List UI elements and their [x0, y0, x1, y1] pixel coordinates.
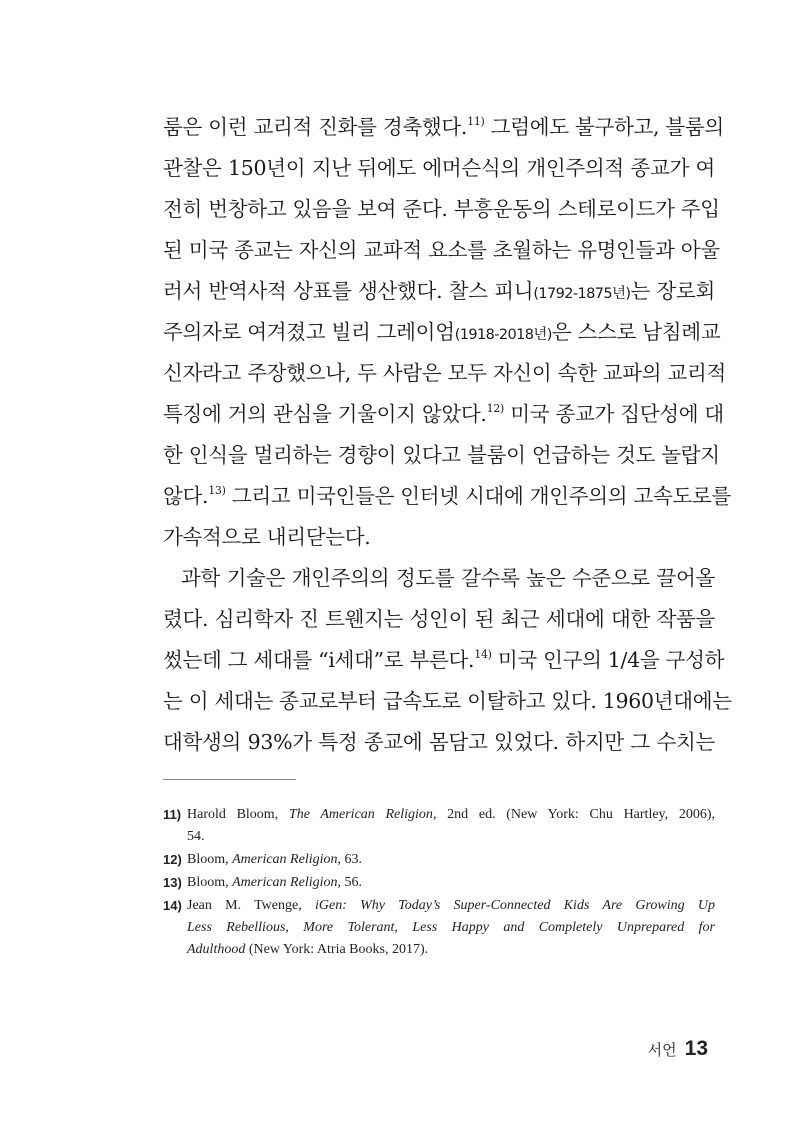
page-footer: [648, 1037, 708, 1061]
text-line: 는 이 세대는 종교로부터 급속도로 이탈하고 있다. 1960년대에는: [163, 689, 732, 713]
text-line: 가속적으로 내리닫는다.: [163, 525, 371, 549]
page-number: 13: [684, 1037, 708, 1060]
text-line: 신자라고 주장했으나, 두 사람은 모두 자신이 속한 교파의 교리적: [163, 361, 727, 385]
text-line: 썼는데 그 세대를 “i세대”로 부른다.$^{14)}$ 미국 인구의 1/4을 구성하: [163, 648, 725, 672]
text-line: 전히 번창하고 있음을 보여 준다. 부흥운동의 스테로이드가 주입: [163, 197, 720, 221]
text-line: 러서 반역사적 상표를 생산했다. 찰스 피니(1792-1875년)는 장로회: [163, 279, 715, 303]
footnote-ref[interactable]: 11): [467, 115, 485, 128]
text-line: 주의자로 여겨졌고 빌리 그레이엄(1918-2018년)은 스스로 남침례교: [163, 320, 721, 344]
footnote-ref[interactable]: 12): [486, 402, 505, 415]
text-line: 대학생의 93%가 특정 종교에 몸담고 있었다. 하지만 그 수치는: [163, 730, 715, 754]
text-line: 렸다. 심리학자 진 트웬지는 성인이 된 최근 세대에 대한 작품을: [163, 607, 715, 631]
text-line: 된 미국 종교는 자신의 교파적 요소를 초월하는 유명인들과 아울: [163, 238, 720, 262]
text-line: 룸은 이런 교리적 진화를 경축했다.$^{11)}$ 그럼에도 불구하고, 블룸의: [163, 115, 724, 139]
text-line: 한 인식을 멀리하는 경향이 있다고 블룸이 언급하는 것도 놀랍지: [163, 443, 720, 467]
text-line: 않다.$^{13)}$ 그리고 미국인들은 인터넷 시대에 개인주의의 고속도로를: [163, 484, 731, 508]
footnote-divider: [163, 779, 296, 780]
section-label: 서언: [647, 1041, 677, 1059]
footnote-ref[interactable]: 13): [208, 484, 226, 497]
text-line: 과학 기술은 개인주의의 정도를 갈수록 높은 수준으로 끌어올: [181, 566, 715, 590]
footnote-ref[interactable]: 14): [474, 648, 492, 661]
text-line: 특징에 거의 관심을 기울이지 않았다.$^{12)}$ 미국 종교가 집단성에 대: [163, 402, 724, 426]
text-line: 관찰은 150년이 지난 뒤에도 에머슨식의 개인주의적 종교가 여: [163, 156, 715, 180]
